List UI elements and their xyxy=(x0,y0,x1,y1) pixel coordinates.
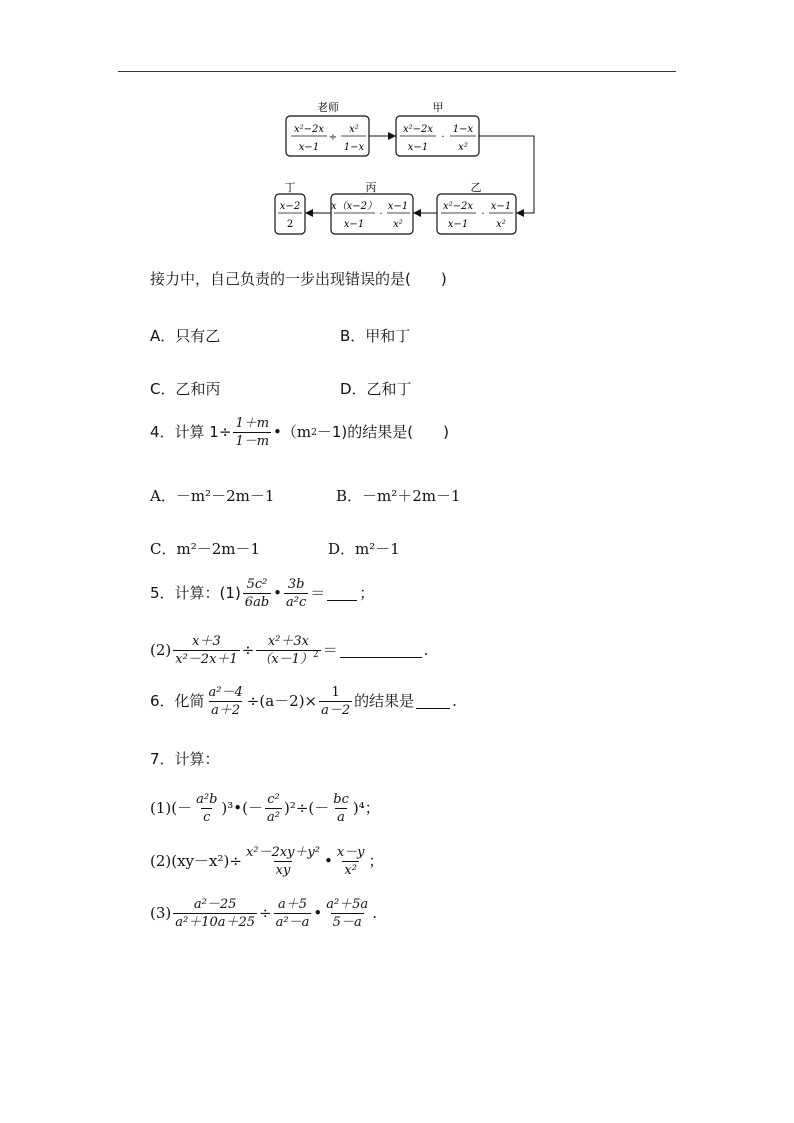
label-teacher: 老师 xyxy=(317,101,339,114)
ding-d1: 2 xyxy=(286,219,294,230)
q4-option-b: B．－m²＋2m－1 xyxy=(336,487,461,505)
q7-p3-c1: ÷ xyxy=(259,904,272,922)
q5-end2: . xyxy=(423,641,429,659)
q4-fraction xyxy=(233,417,271,448)
q6-frac2 xyxy=(319,686,352,717)
q6-f2n: 1 xyxy=(331,685,340,700)
teacher-d1: x−1 xyxy=(298,142,320,153)
q7-p1-f2 xyxy=(265,793,282,824)
q5-eq: ＝ xyxy=(310,584,326,602)
bing-d2: x² xyxy=(393,219,403,230)
q6-f1d: a＋2 xyxy=(211,703,241,718)
q5-g1d: x²－2x＋1 xyxy=(175,652,238,667)
teacher-n2: x² xyxy=(349,124,359,135)
jia-op: · xyxy=(441,132,445,143)
q7-p2-c2: ； xyxy=(368,852,384,870)
q5-g2 xyxy=(256,635,320,666)
q5-div: ÷ xyxy=(241,641,255,659)
q7-p1-f1n: a²b xyxy=(196,792,218,807)
q5-eq2: ＝ xyxy=(322,641,338,659)
q3-option-a: A．只有乙 xyxy=(150,327,221,345)
relay-diagram xyxy=(0,0,794,260)
q7-p3-f2 xyxy=(274,898,312,929)
q7-p3-f1 xyxy=(173,898,257,929)
q7-p1-f1d: c xyxy=(203,810,211,825)
q3-option-c: C．乙和丙 xyxy=(150,380,221,398)
q5-part2 xyxy=(150,635,428,666)
q4-mid: •（m xyxy=(273,423,312,441)
bing-n2: x−1 xyxy=(387,201,409,212)
q7-p1-f1 xyxy=(194,793,219,824)
yi-d1: x−1 xyxy=(447,219,469,230)
q7-p1-c1: )³•(－ xyxy=(221,799,263,817)
q7-p1-c2: )²÷(－ xyxy=(283,799,330,817)
q7-p3-f1n: a²－25 xyxy=(193,897,237,912)
q7-p3-lead: (3) xyxy=(150,904,172,922)
yi-n2: x−1 xyxy=(490,201,512,212)
q6-suffix: 的结果是 xyxy=(354,692,415,710)
q4-option-c: C．m²－2m－1 xyxy=(150,540,261,558)
q5-part1 xyxy=(150,578,374,609)
q7-p2-f1n: x²－2xy＋y² xyxy=(245,845,320,860)
q7-p2-f2d: x² xyxy=(344,863,357,878)
q5-p2-label: (2) xyxy=(150,641,172,659)
q7-p1-f3d: a xyxy=(337,810,345,825)
q7-p1-lead: (1)(－ xyxy=(150,799,193,817)
q7-part2 xyxy=(150,846,384,877)
q5-blank1[interactable] xyxy=(327,586,357,601)
q5-frac2 xyxy=(284,578,308,609)
jia-n1: x²−2x xyxy=(402,124,434,135)
q4-option-a: A．－m²－2m－1 xyxy=(150,487,275,505)
q7-part3 xyxy=(150,898,377,929)
q5-f1n: 5c² xyxy=(246,577,268,592)
q6-prefix: 6．化简 xyxy=(150,692,205,710)
q7-p1-f2n: c² xyxy=(267,792,280,807)
q7-p3-c2: • xyxy=(313,904,323,922)
q7-p2-f1 xyxy=(244,846,322,877)
q4-den: 1－m xyxy=(235,434,270,449)
q7-p1-c3: )⁴； xyxy=(352,799,380,817)
bing-n1: x（x−2） xyxy=(330,201,378,212)
q6-mid: ÷(a－2)× xyxy=(246,692,318,710)
q5-g1n: x＋3 xyxy=(192,634,221,649)
q5-end1: ； xyxy=(359,584,375,602)
q4-stem: 4．计算 1÷ $\frac{1+m}{1-m}$ •（m 2 －1)的结果是( ) xyxy=(150,416,449,449)
q7-p3-f2n: a＋5 xyxy=(277,897,307,912)
q7-p2-lead: (2)(xy－x²)÷ xyxy=(150,852,242,870)
q5-g2n: x²＋3x xyxy=(267,634,309,649)
q4-prefix: 4．计算 1÷ xyxy=(150,423,232,441)
yi-n1: x²−2x xyxy=(442,201,474,212)
q5-f2n: 3b xyxy=(287,577,305,592)
q3-option-b: B．甲和丁 xyxy=(340,327,411,345)
q7-p2-f2n: x－y xyxy=(336,845,365,860)
q4-option-d: D．m²－1 xyxy=(328,540,400,558)
q3-stem: 接力中，自己负责的一步出现错误的是( ) xyxy=(150,270,447,288)
q6-f1n: a²－4 xyxy=(208,685,243,700)
q3-option-d: D．乙和丁 xyxy=(340,380,412,398)
q5-f2d: a²c xyxy=(286,595,307,610)
q7-p2-f2 xyxy=(335,846,367,877)
q6-stem xyxy=(150,686,457,717)
q5-f1d: 6ab xyxy=(244,595,270,610)
q7-p3-f3d: 5－a xyxy=(332,915,362,930)
label-bing: 丙 xyxy=(365,181,377,194)
q5-dot: • xyxy=(273,584,282,602)
bing-d1: x−1 xyxy=(343,219,365,230)
q7-p1-f3 xyxy=(331,793,351,824)
q5-g2d: （x－1） xyxy=(258,652,313,667)
q5-g2exp: 2 xyxy=(312,650,319,660)
q7-p2-f1d: xy xyxy=(275,863,291,878)
q6-f2d: a－2 xyxy=(321,703,351,718)
jia-n2: 1−x xyxy=(452,124,474,135)
q7-title: 7．计算： xyxy=(150,750,220,768)
q7-p1-f2d: a² xyxy=(266,810,280,825)
q5-g1 xyxy=(173,635,239,666)
q7-p3-c3: . xyxy=(372,904,377,922)
teacher-op: ÷ xyxy=(328,132,338,143)
teacher-n1: x²−2x xyxy=(293,124,325,135)
jia-d2: x² xyxy=(458,142,468,153)
q7-p3-f1d: a²＋10a＋25 xyxy=(175,915,256,930)
ding-n1: x−2 xyxy=(279,201,301,212)
q4-suffix: －1)的结果是( ) xyxy=(316,423,449,441)
q7-p3-f3 xyxy=(324,898,370,929)
label-jia: 甲 xyxy=(432,101,444,114)
yi-op: · xyxy=(481,209,485,220)
teacher-d2: 1−x xyxy=(343,142,365,153)
label-yi: 乙 xyxy=(470,181,482,194)
bing-op: · xyxy=(379,209,383,220)
q7-p3-f2d: a²－a xyxy=(275,915,310,930)
q5-prefix: 5．计算：(1) xyxy=(150,584,241,602)
q7-p2-c1: • xyxy=(323,852,333,870)
q6-blank[interactable] xyxy=(416,694,450,709)
q7-p3-f3n: a²＋5a xyxy=(326,897,369,912)
q6-frac1 xyxy=(207,686,245,717)
q6-end: . xyxy=(452,692,457,710)
q5-frac1 xyxy=(243,578,271,609)
q7-part1 xyxy=(150,793,380,824)
q5-blank2[interactable] xyxy=(340,643,422,658)
yi-d2: x² xyxy=(496,219,506,230)
label-ding: 丁 xyxy=(284,181,296,194)
q7-p1-f3n: bc xyxy=(333,792,349,807)
q4-num: 1＋m xyxy=(235,416,270,431)
jia-d1: x−1 xyxy=(407,142,429,153)
